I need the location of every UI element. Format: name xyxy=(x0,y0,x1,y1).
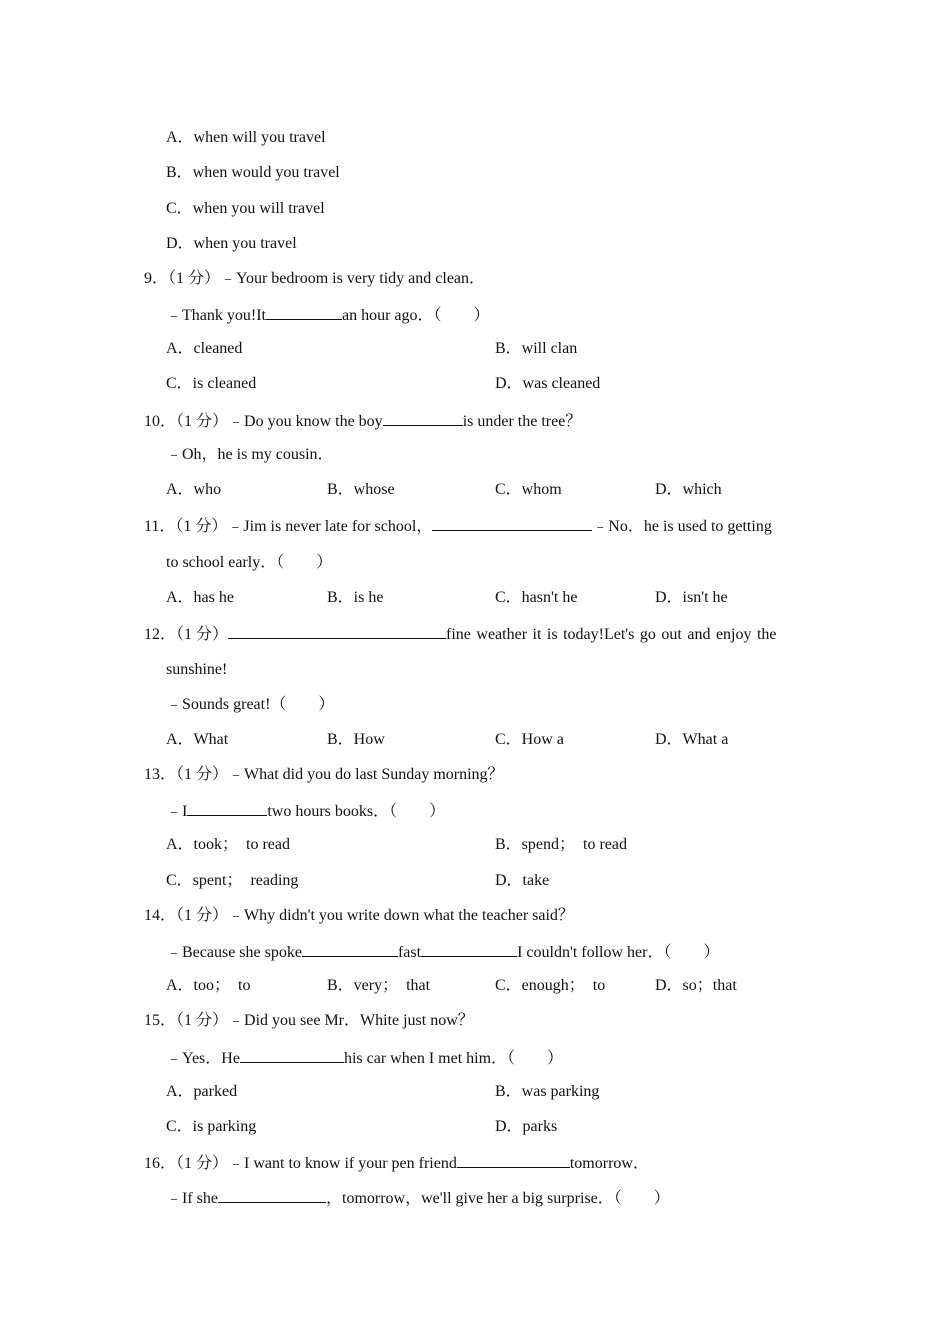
q14-dialogue xyxy=(166,941,720,961)
q13-dialogue xyxy=(166,800,445,820)
q12-line2: sunshine! xyxy=(166,661,228,678)
q10-number: 10．（1 分） xyxy=(144,413,229,430)
q15-stem xyxy=(144,1011,474,1031)
q15-line1: ﹣Did you see Mr．White just now？ xyxy=(228,1012,474,1029)
q11-option-c: C．hasn't he xyxy=(495,589,578,606)
q12-dialogue: ﹣Sounds great!（ ） xyxy=(166,696,335,713)
q13-option-c: C．spent； reading xyxy=(166,872,299,889)
q14-option-c: C．enough； to xyxy=(495,977,606,994)
q16-line2-pre: ﹣If she xyxy=(166,1190,218,1207)
q15-number: 15．（1 分） xyxy=(144,1012,229,1029)
q14-number: 14．（1 分） xyxy=(144,907,229,924)
q13-blank xyxy=(187,800,267,816)
q15-line2-post: his car when I met him．（ ） xyxy=(343,1050,564,1067)
q10-option-c: C．whom xyxy=(495,481,562,498)
q11-line1-post: ﹣No．he is used to getting xyxy=(592,518,772,535)
q10-option-d: D．which xyxy=(655,481,722,498)
q13-line1: ﹣What did you do last Sunday morning？ xyxy=(228,766,504,783)
q16-line1-post: tomorrow． xyxy=(569,1155,649,1172)
q14-option-d: D．so；that xyxy=(655,977,737,994)
q14-blank-2 xyxy=(421,941,517,957)
q15-option-d: D．parks xyxy=(495,1118,558,1135)
q11-option-d: D．isn't he xyxy=(655,589,728,606)
q12-option-c: C．How a xyxy=(495,731,564,748)
q9-line2-post: an hour ago．（ ） xyxy=(341,307,490,324)
q14-blank-1 xyxy=(302,941,398,957)
q9-option-a: A．cleaned xyxy=(166,340,243,357)
q14-line2-post: I couldn't follow her．（ ） xyxy=(517,944,720,961)
q9-stem xyxy=(144,269,485,289)
q12-line1-post: fine weather it is today!Let's go out and enjoy the xyxy=(446,626,777,643)
q12-option-b: B．How xyxy=(327,731,385,748)
q16-stem xyxy=(144,1152,649,1172)
q9-line1: ﹣Your bedroom is very tidy and clean． xyxy=(220,270,486,287)
q16-blank-2 xyxy=(218,1187,326,1203)
q14-option-b: B．very； that xyxy=(327,977,431,994)
q14-option-a: A．too； to xyxy=(166,977,251,994)
q8-option-b: B．when would you travel xyxy=(166,164,340,181)
q8-option-a: A．when will you travel xyxy=(166,129,326,146)
q16-dialogue xyxy=(166,1187,670,1207)
q9-option-b: B．will clan xyxy=(495,340,578,357)
q10-dialogue: ﹣Oh，he is my cousin． xyxy=(166,446,334,463)
q13-line2-pre: ﹣I xyxy=(166,803,188,820)
q9-dialogue xyxy=(166,304,490,324)
q16-blank-1 xyxy=(457,1152,570,1168)
q9-blank xyxy=(266,304,342,320)
q12-number: 12．（1 分） xyxy=(144,626,229,643)
q13-option-d: D．take xyxy=(495,872,550,889)
q12-blank xyxy=(228,623,446,639)
q10-option-b: B．whose xyxy=(327,481,395,498)
q14-stem xyxy=(144,906,574,926)
q15-option-c: C．is parking xyxy=(166,1118,257,1135)
q11-option-a: A．has he xyxy=(166,589,234,606)
q15-line2-pre: ﹣Yes．He xyxy=(166,1050,240,1067)
q16-line2-post: ，tomorrow，we'll give her a big surprise．（ ） xyxy=(326,1190,670,1207)
q8-option-d: D．when you travel xyxy=(166,235,297,252)
q15-option-b: B．was parking xyxy=(495,1083,600,1100)
q11-line1-pre: ﹣Jim is never late for school， xyxy=(227,518,433,535)
q13-number: 13．（1 分） xyxy=(144,766,229,783)
q10-blank xyxy=(383,410,463,426)
q10-line1-pre: ﹣Do you know the boy xyxy=(228,413,383,430)
q15-option-a: A．parked xyxy=(166,1083,238,1100)
q12-option-d: D．What a xyxy=(655,731,729,748)
q8-option-c: C．when you will travel xyxy=(166,200,325,217)
q13-option-a: A．took； to read xyxy=(166,836,290,853)
q10-option-a: A．who xyxy=(166,481,222,498)
q12-stem xyxy=(144,623,777,643)
q14-line1: ﹣Why didn't you write down what the teacher said？ xyxy=(228,907,574,924)
q9-line2-pre: ﹣Thank you!It xyxy=(166,307,266,324)
q11-blank xyxy=(432,515,592,531)
q15-dialogue xyxy=(166,1047,563,1067)
q14-line2-pre: ﹣Because she spoke xyxy=(166,944,302,961)
q13-option-b: B．spend； to read xyxy=(495,836,627,853)
q9-option-d: D．was cleaned xyxy=(495,375,601,392)
q9-number: 9．（1 分） xyxy=(144,270,221,287)
q11-option-b: B．is he xyxy=(327,589,384,606)
q11-stem xyxy=(144,515,772,535)
q15-blank xyxy=(240,1047,344,1063)
q9-option-c: C．is cleaned xyxy=(166,375,257,392)
q13-line2-post: two hours books．（ ） xyxy=(267,803,446,820)
q11-number: 11．（1 分） xyxy=(144,518,228,535)
q13-stem xyxy=(144,765,504,785)
q16-number: 16．（1 分） xyxy=(144,1155,229,1172)
q10-stem xyxy=(144,410,581,430)
q10-line1-post: is under the tree？ xyxy=(462,413,582,430)
q12-option-a: A．What xyxy=(166,731,229,748)
q16-line1-pre: ﹣I want to know if your pen friend xyxy=(228,1155,457,1172)
q11-line2: to school early．（ ） xyxy=(166,554,333,571)
q14-line2-mid: fast xyxy=(397,944,422,961)
